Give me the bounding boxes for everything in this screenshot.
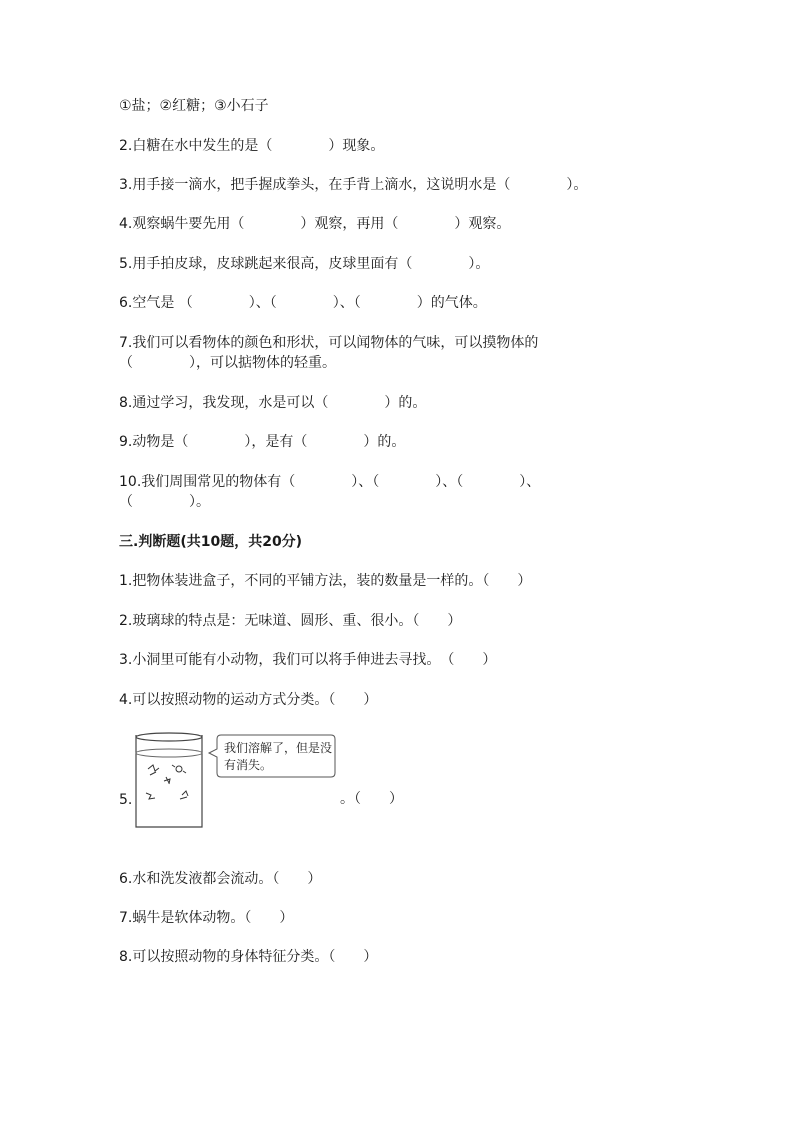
judgment-question-6: 6.水和洗发液都会流动。（ ） (119, 871, 322, 887)
judgment-question-5-answer: 。（ ） (340, 791, 403, 807)
fill-in-question-10-line-2: （ ）。 (119, 494, 210, 510)
glass-of-water-illustration (134, 731, 204, 829)
fill-in-question-3: 3.用手接一滴水，把手握成拳头，在手背上滴水，这说明水是（ ）。 (119, 177, 588, 193)
speech-bubble-text: 我们溶解了，但是没有消失。 (224, 741, 333, 772)
section-heading-judgment: 三.判断题(共10题，共20分) (119, 534, 303, 550)
fill-in-options-line: ①盐；②红糖；③小石子 (119, 98, 269, 114)
fill-in-question-8: 8.通过学习，我发现，水是可以（ ）的。 (119, 395, 427, 411)
fill-in-question-10-line-1: 10.我们周围常见的物体有（ ）、（ ）、（ ）、 (119, 474, 541, 490)
fill-in-question-7-line-1: 7.我们可以看物体的颜色和形状，可以闻物体的气味，可以摸物体的 (119, 335, 539, 351)
judgment-question-3: 3.小洞里可能有小动物，我们可以将手伸进去寻找。 （ ） (119, 652, 497, 668)
fill-in-question-2: 2.白糖在水中发生的是（ ）现象。 (119, 138, 385, 154)
fill-in-question-4: 4.观察蜗牛要先用（ ）观察，再用（ ）观察。 (119, 216, 511, 232)
judgment-question-1: 1.把物体装进盒子，不同的平铺方法，装的数量是一样的。（ ） (119, 573, 532, 589)
judgment-question-4: 4.可以按照动物的运动方式分类。（ ） (119, 692, 378, 708)
fill-in-question-5: 5.用手拍皮球，皮球跳起来很高，皮球里面有（ ）。 (119, 256, 490, 272)
judgment-question-8: 8.可以按照动物的身体特征分类。（ ） (119, 949, 378, 965)
fill-in-question-7-line-2: （ ），可以掂物体的轻重。 (119, 355, 336, 371)
judgment-question-2: 2.玻璃球的特点是：无味道、圆形、重、很小。（ ） (119, 613, 462, 629)
fill-in-question-9: 9.动物是（ ），是有（ ）的。 (119, 434, 406, 450)
fill-in-question-6: 6.空气是 （ ）、（ ）、（ ）的气体。 (119, 295, 487, 311)
judgment-question-7: 7.蜗牛是软体动物。（ ） (119, 910, 294, 926)
judgment-question-5-number: 5. (119, 792, 133, 808)
